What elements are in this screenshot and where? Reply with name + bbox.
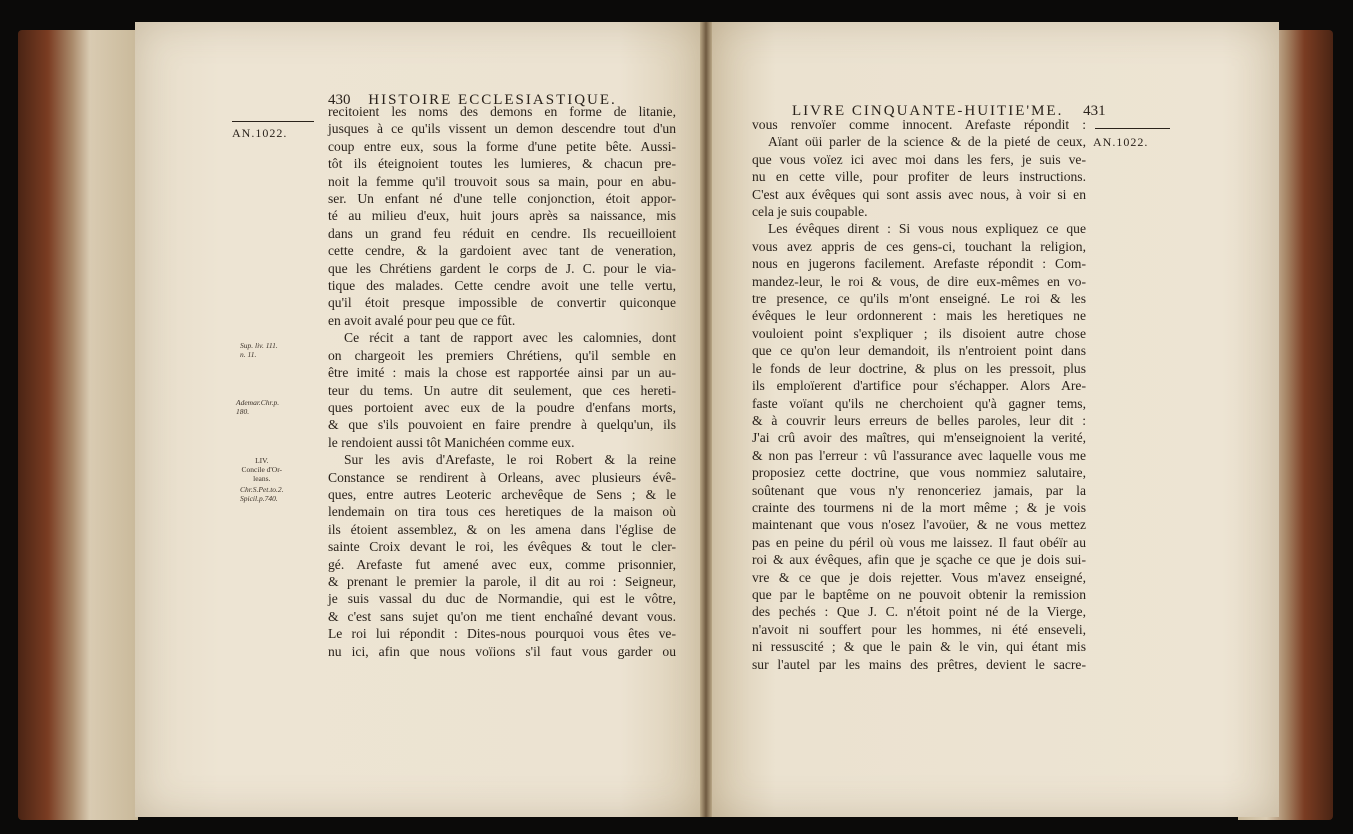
text-line: nu en cette ville, pour profiter de leurs instructions. [752, 169, 1086, 185]
text-line: & non pas l'erreur : vû l'assurance avec laquelle vous me [752, 447, 1086, 463]
text-line: tre presence, ce qu'ils m'ont enseigné. Le roi & les [752, 291, 1086, 307]
text-line: lendemain on tira tous ces heretiques de la maison où [328, 504, 676, 520]
text-line: Sur les avis d'Arefaste, le roi Robert & la reine [344, 452, 676, 468]
text-line: proposiez cette doctrine, que vous nommiez salutaire, [752, 465, 1086, 481]
text-line: ils étoient assemblez, & on les amena dans l'église de [328, 521, 676, 537]
text-line: que par le baptême on ne pouvoit obtenir la remission [752, 586, 1086, 602]
left-margin-rule [232, 121, 314, 122]
text-line: mandez-leur, le roi & vous, de dire eux-mêmes en vo- [752, 273, 1086, 289]
left-page-number: 430 [328, 92, 351, 108]
text-line: vous renvoïer comme innocent. Arefaste répondit : [752, 117, 1086, 132]
text-line: teur du tems. Un autre dit seulement, que ces hereti- [328, 382, 676, 398]
text-line: nu ici, afin que nous voïions s'il faut vous garder ou [328, 643, 676, 659]
text-line: vous avez appris de ces gens-ci, touchant la religion, [752, 238, 1086, 254]
text-line: faste voïant qu'ils ne cherchoient qu'à gagner tems, [752, 395, 1086, 411]
right-margin-rule [1095, 128, 1170, 129]
text-line: Ce récit a tant de rapport avec les calomnies, dont [344, 330, 676, 346]
text-line: n'avoit ni souffert pour les hommes, ni été enseveli, [752, 621, 1086, 637]
text-line: noit la femme qu'il trouvoit sous sa main, pour en abu- [328, 173, 676, 189]
margin-note-3: LIV. Concile d'Or- leans. Chr.S.Pet.to.2. Spicil.p.740. [240, 456, 284, 503]
margin-note-1: Sup. liv. 111. n. 11. [240, 341, 278, 359]
text-line: & à couvrir leurs erreurs de belles paroles, leur dit : [752, 412, 1086, 428]
text-line: évêques le leur ordonnerent : mais les heretiques ne [752, 308, 1086, 324]
text-line: que ce qu'on leur demandoit, ils n'entroient point dans [752, 343, 1086, 359]
text-line: jusques à ce qu'ils vissent un demon descendre tout d'un [328, 121, 676, 137]
text-line: cela je suis coupable. [752, 204, 868, 220]
text-line: le rendoient aussi tôt Manichéen comme eux. [328, 434, 575, 450]
text-line: sur l'autel par les mains des prêtres, devient le sacre- [752, 656, 1086, 672]
text-line: coup entre eux, sous la forme d'une petite bête. Aussi- [328, 138, 676, 154]
text-line: & prenant le premier la parole, il dit au roi : Seigneur, [328, 573, 676, 589]
text-line: soûtenant que vous n'y renonceriez jamais, par la [752, 482, 1086, 498]
text-line: pas en peine du péril où vous me laissez. Il faut obéïr au [752, 534, 1086, 550]
right-running-head-title: LIVRE CINQUANTE-HUITIE'ME. [792, 103, 1064, 119]
text-line: té au milieu d'eux, huit jours après sa naissance, mis [328, 208, 676, 224]
text-line: vre & ce que je dois rejetter. Vous m'avez enseigné, [752, 569, 1086, 585]
book-gutter [700, 22, 712, 817]
text-line: vouloient point s'expliquer ; ils disoient autre chose [752, 325, 1086, 341]
text-line: dans un grand feu réduit en cendre. Ils recueilloient [328, 225, 676, 241]
text-line: tôt ils éteignoient toutes les lumieres, & chacun pre- [328, 156, 676, 172]
text-line: Constance se rendirent à Orleans, avec plusieurs évê- [328, 469, 676, 485]
right-page-text [752, 116, 1086, 673]
text-line: être imité : mais la chose est rapportée ainsi par un au- [328, 365, 676, 381]
text-line: en avoit avalé pour peu que ce fût. [328, 312, 516, 328]
text-line: gé. Arefaste fut amené avec eux, comme prisonnier, [328, 556, 676, 572]
left-margin-year: AN.1022. [232, 126, 288, 140]
text-line: ils emploïerent d'artifice pour s'échapper. Alors Are- [752, 378, 1086, 394]
text-line: ques, entre autres Leoteric archevêque de Sens ; & le [328, 486, 676, 502]
text-line: nous en jugerons facilement. Arefaste répondit : Com- [752, 256, 1086, 272]
text-line: Aïant oüi parler de la science & de la pieté de ceux, [768, 134, 1086, 150]
left-running-head-title: HISTOIRE ECCLESIASTIQUE. [368, 92, 617, 108]
text-line: tique des malades. Cette cendre avoit une telle vertu, [328, 278, 676, 294]
text-line: & c'est sans sujet qu'on me tient enchaîné devant vous. [328, 608, 676, 624]
left-page-text [328, 103, 676, 660]
right-margin-year: AN.1022. [1093, 135, 1149, 149]
text-line: ser. Un enfant né d'une telle conjonction, étoit appor- [328, 191, 676, 207]
text-line: qu'il étoit presque impossible de convertir quiconque [328, 295, 676, 311]
text-line: crainte des tourmens ni de la mort même ; & je vois [752, 499, 1086, 515]
book-edge-left [18, 30, 138, 820]
text-line: que les Chrétiens gardent le corps de J. C. pour le via- [328, 260, 676, 276]
text-line: le fonds de leur doctrine, & plus on les pressoit, plus [752, 360, 1086, 376]
text-line: roi & aux évêques, afin que je sçache ce que je dois sui- [752, 552, 1086, 568]
text-line: ques portoient avec eux de la poudre d'enfans morts, [328, 399, 676, 415]
text-line: Les évêques dirent : Si vous nous expliquez ce que [768, 221, 1086, 237]
text-line: ni ressuscité ; & que le pain & le vin, qui étant mis [752, 639, 1086, 655]
text-line: recitoient les noms des demons en forme de litanie, [328, 104, 676, 119]
text-line: Le roi lui répondit : Dites-nous pourquoi vous êtes ve- [328, 626, 676, 642]
right-page-number: 431 [1083, 103, 1106, 119]
text-line: que vous voïez ici avec moi dans les fers, je suis ve- [752, 151, 1086, 167]
text-line: J'ai crû avoir des maîtres, qui m'enseignoient la verité, [752, 430, 1086, 446]
margin-note-2: Ademar.Chr.p. 180. [236, 398, 280, 416]
text-line: des pechés : Que J. C. n'étoit point né de la Vierge, [752, 604, 1086, 620]
text-line: on chargeoit les premiers Chrétiens, qu'il semble en [328, 347, 676, 363]
text-line: C'est aux évêques qui sont assis avec nous, à voir si en [752, 186, 1086, 202]
text-line: & que s'ils pouvoient en faire prendre à quelqu'un, ils [328, 417, 676, 433]
text-line: sainte Croix devant le roi, les évêques & tout le cler- [328, 539, 676, 555]
text-line: maintenant que vous n'osez l'avoüer, & ne vous mettez [752, 517, 1086, 533]
text-line: je suis vassal du duc de Normandie, qui est le vôtre, [328, 591, 676, 607]
text-line: cette cendre, & la gardoient avec tant de veneration, [328, 243, 676, 259]
